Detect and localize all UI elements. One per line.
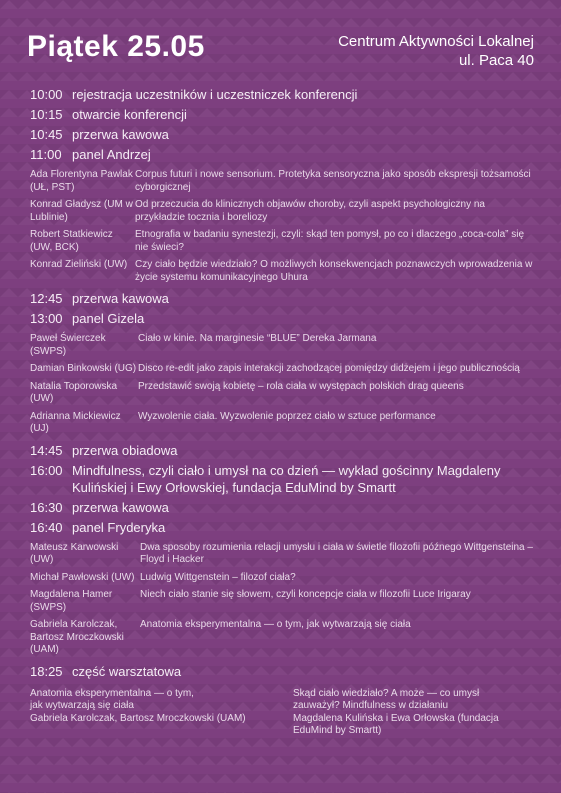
venue-address: ul. Paca 40 [458, 52, 534, 69]
schedule-slot [30, 290, 536, 307]
slot-time: 18:25 [30, 663, 63, 679]
talk-title: Od przeczucia do klinicznych objawów choroby, czyli aspekt psychologiczny na przykładzie tocznia i boreliozy [135, 199, 485, 223]
talk-title: Etnografia w badaniu synestezji, czyli: skąd ten pomysł, po co i dlaczego „coca-cola” się nie świeci? [135, 229, 525, 253]
schedule-slot [30, 499, 536, 516]
schedule-slot [30, 146, 536, 163]
panel-talks [30, 333, 536, 436]
slot-text: panel Gizela [72, 311, 145, 326]
workshop-authors: EduMind by Smartt) [293, 725, 382, 736]
schedule-slot [30, 462, 536, 496]
talk-speaker: Natalia Toporowska (UW) [30, 380, 118, 404]
schedule [30, 86, 536, 738]
talk-title: Niech ciało stanie się słowem, czyli koncepcje ciała w filozofii Luce Irigaray [140, 589, 471, 600]
talk-speaker: Paweł Świerczek (SWPS) [30, 333, 106, 357]
talk-row [30, 572, 536, 585]
talk-row [30, 333, 536, 358]
page-title: Piątek 25.05 [27, 30, 205, 63]
talk-speaker: Damian Binkowski (UG) [30, 363, 137, 374]
schedule-slot [30, 519, 536, 536]
talk-row [30, 199, 536, 224]
talk-row [30, 363, 536, 376]
slot-time: 10:45 [30, 127, 63, 142]
panel-talks [30, 542, 536, 657]
talk-row [30, 411, 536, 436]
slot-text: przerwa kawowa [72, 291, 169, 306]
talk-row [30, 542, 536, 567]
talk-row [30, 619, 536, 657]
workshop-left [30, 688, 273, 738]
venue-name: Centrum Aktywności Lokalnej [338, 33, 534, 50]
slot-text: przerwa obiadowa [72, 442, 178, 458]
talk-title: Ciało w kinie. Na marginesie “BLUE” Dereka Jarmana [138, 333, 377, 344]
talk-row [30, 589, 536, 614]
workshop-title-line: jak wytwarzają się ciała [30, 700, 134, 711]
venue [338, 32, 534, 70]
talk-speaker: Adrianna Mickiewicz (UJ) [30, 410, 121, 434]
schedule-slot [30, 126, 536, 143]
slot-text: przerwa kawowa [72, 127, 169, 142]
workshop-authors: Gabriela Karolczak, Bartosz Mroczkowski (UAM) [30, 712, 246, 724]
talk-title: Ludwig Wittgenstein – filozof ciała? [140, 571, 296, 583]
slot-time: 10:15 [30, 107, 63, 122]
panel-talks [30, 169, 536, 284]
workshop-title-line: zauważył? Mindfulness w działaniu [293, 700, 449, 711]
schedule-slot [30, 86, 536, 103]
talk-speaker: Gabriela Karolczak, Bartosz Mroczkowski (UAM) [30, 619, 124, 655]
slot-text: część warsztatowa [72, 663, 182, 679]
slot-time: 11:00 [30, 147, 62, 162]
slot-text: panel Andrzej [72, 147, 151, 162]
slot-time: 16:40 [30, 519, 63, 535]
talk-row [30, 259, 536, 284]
talk-speaker: Konrad Zieliński (UW) [30, 259, 128, 270]
slot-time: 10:00 [30, 87, 63, 102]
talk-title: Corpus futuri i nowe sensorium. Protetyka sensoryczna jako sposób ekspresji tożsamości cyborgicznej [135, 169, 531, 193]
talk-speaker: Ada Florentyna Pawlak (UŁ, PST) [30, 169, 133, 193]
slot-text: otwarcie konferencji [72, 107, 187, 122]
workshop-title-line: Skąd ciało wiedziało? A może — co umysł [293, 687, 480, 699]
talk-title: Dwa sposoby rozumienia relacji umysłu i ciała w świetle filozofii późnego Wittgensteina – Floyd i Hacker [140, 541, 533, 565]
slot-time: 16:00 [30, 462, 63, 478]
schedule-slot [30, 442, 536, 459]
schedule-slot [30, 106, 536, 123]
slot-time: 13:00 [30, 311, 63, 326]
workshop-authors: Magdalena Kulińska i Ewa Orłowska (fundacja [293, 712, 499, 724]
slot-time: 16:30 [30, 499, 63, 515]
workshops [30, 688, 536, 738]
schedule-slot [30, 310, 536, 327]
schedule-slot [30, 663, 536, 680]
talk-row [30, 229, 536, 254]
talk-title: Disco re-edit jako zapis interakcji zachodzącej pomiędzy didżejem i jego publicznością [138, 363, 520, 374]
talk-title: Anatomia eksperymentalna — o tym, jak wytwarzają się ciała [140, 619, 411, 630]
talk-speaker: Magdalena Hamer (SWPS) [30, 589, 113, 613]
talk-speaker: Robert Statkiewicz (UW, BCK) [30, 229, 113, 253]
talk-title: Czy ciało będzie wiedziało? O możliwych konsekwencjach poznawczych wprowadzenia w życie systemu komunikacyjnego Uhura [135, 259, 533, 283]
slot-text: przerwa kawowa [72, 499, 169, 515]
talk-title: Przedstawić swoją kobietę – rola ciała w występach polskich drag queens [138, 380, 464, 392]
workshop-right [293, 688, 536, 738]
slot-text: rejestracja uczestników i uczestniczek konferencji [72, 87, 358, 102]
slot-text: panel Fryderyka [72, 519, 166, 535]
talk-speaker: Michał Pawłowski (UW) [30, 571, 135, 583]
talk-row [30, 381, 536, 406]
talk-speaker: Mateusz Karwowski (UW) [30, 541, 119, 565]
workshop-title-line: Anatomia eksperymentalna — o tym, [30, 687, 194, 699]
slot-time: 12:45 [30, 291, 63, 306]
talk-speaker: Konrad Gładysz (UM w Lublinie) [30, 199, 133, 223]
talk-row [30, 169, 536, 194]
slot-text: Mindfulness, czyli ciało i umysł na co dzień — wykład gościnny Magdaleny Kulińskiej i Ewy Orłowskiej, fundacja EduMind by Smartt [72, 462, 501, 495]
talk-title: Wyzwolenie ciała. Wyzwolenie poprzez ciało w sztuce performance [138, 410, 436, 422]
slot-time: 14:45 [30, 442, 63, 458]
